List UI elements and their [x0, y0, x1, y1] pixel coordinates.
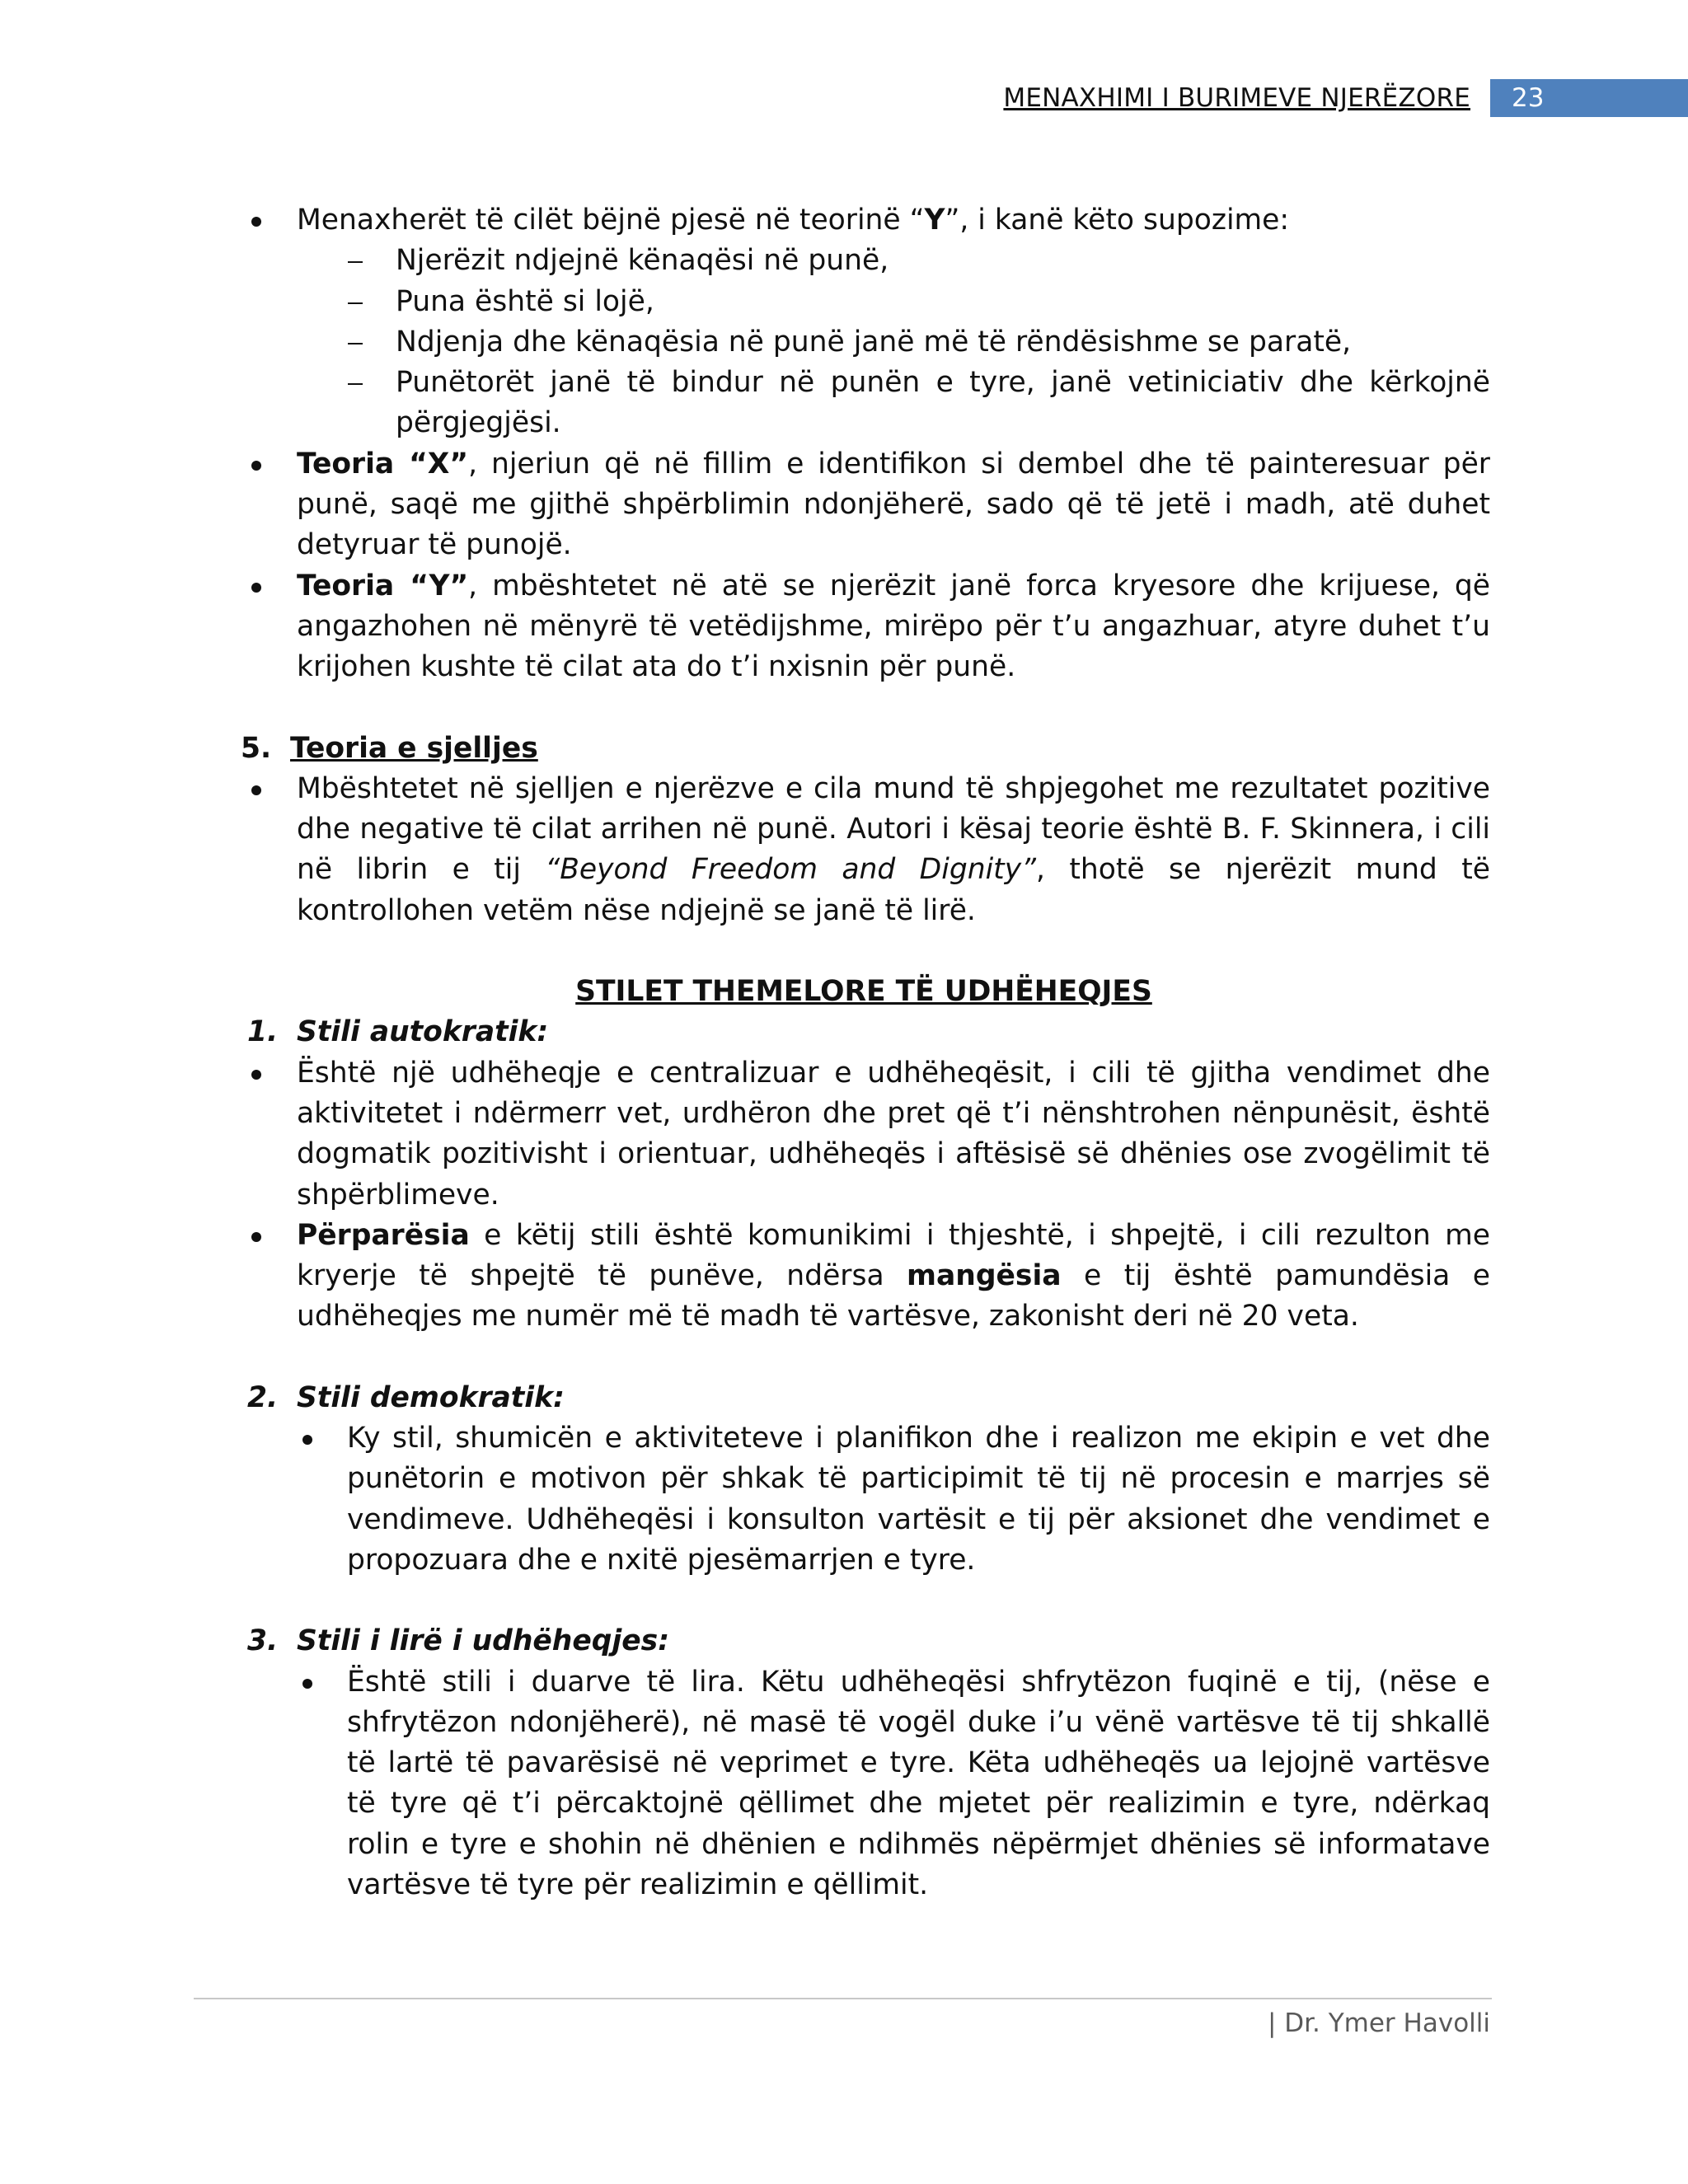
bullet-theory-x: Teoria “X”, njeriun që në fillim e identifikon si dembel dhe të painteresuar për punë, saqë me gjithë shpërblimin ndonjëherë, sado që të jetë i madh, atë duhet detyruar të punojë.	[237, 444, 1490, 566]
dash-item: Punëtorët janë të bindur në punën e tyre, janë vetiniciativ dhe kërkojnë përgjegjësi.	[237, 363, 1490, 444]
header-title: MENAXHIMI I BURIMEVE NJERËZORE	[1003, 83, 1470, 113]
footer-author: | Dr. Ymer Havolli	[1267, 2008, 1490, 2038]
bullet-free-style: Është stili i duarve të lira. Këtu udhëheqësi shfrytëzon fuqinë e tij, (nëse e shfrytëzon ndonjëherë), në masë të vogël duke i’u vënë vartësve të tij shkallë të lartë të pavarësisë në veprimet e tyre. Këta udhëheqës ua lejojnë vartësve të tyre që t’i përcaktojnë qëllimet dhe mjetet për realizimin e tyre, ndërkaq rolin e tyre e shohin në dhënien e ndihmës nëpërmjet dhënies së informatave vartësve të tyre për realizimin e qëllimit.	[237, 1662, 1490, 1906]
heading-free-style: 3. Stili i lirë i udhëheqjes:	[247, 1624, 670, 1658]
dash-item: Puna është si lojë,	[237, 282, 1490, 322]
section-heading-behavior-theory: 5. Teoria e sjelljes	[241, 731, 538, 765]
bullet-theory-y: Teoria “Y”, mbështetet në atë se njerëzit janë forca kryesore dhe krijuese, që angazhohen në mënyrë të vetëdijshme, mirëpo për t’u angazhuar, atyre duhet t’u krijohen kushte të cilat ata do t’i nxisnin për punë.	[237, 566, 1490, 688]
heading-autocratic-style: 1. Stili autokratik:	[247, 1015, 549, 1049]
page-number: 23	[1490, 79, 1688, 117]
dash-item: Njerëzit ndjejnë kënaqësi në punë,	[237, 241, 1490, 281]
center-heading: STILET THEMELORE TË UDHËHEQJES	[575, 975, 1152, 1009]
bullet-behavior-theory: Mbështetet në sjelljen e njerëzve e cila mund të shpjegohet me rezultatet pozitive dhe negative të cilat arrihen në punë. Autori i kësaj teorie është B. F. Skinnera, i cili në librin e tij “Beyond Freedom and Dignity”, thotë se njerëzit mund të kontrollohen vetëm nëse ndjejnë se janë të lirë.	[237, 769, 1490, 931]
dash-item: Ndjenja dhe kënaqësia në punë janë më të rëndësishme se paratë,	[237, 322, 1490, 363]
page-header	[1003, 79, 1688, 117]
bullet-autocratic-pros-cons: Përparësia e këtij stili është komunikimi i thjeshtë, i shpejtë, i cili rezulton me kryerje të shpejtë të punëve, ndërsa mangësia e tij është pamundësia e udhëheqjes me numër më të madh të vartësve, zakonisht deri në 20 veta.	[237, 1216, 1490, 1338]
footer-divider	[194, 1998, 1492, 1999]
bullet-theory-y-assumptions: Menaxherët të cilët bëjnë pjesë në teorinë “Y”, i kanë këto supozime:	[237, 200, 1490, 241]
document-body	[237, 200, 1490, 1905]
bullet-democratic: Ky stil, shumicën e aktiviteteve i planifikon dhe i realizon me ekipin e vet dhe punëtorin e motivon për shkak të participimit të tij në procesin e marrjes së vendimeve. Udhëheqësi i konsulton vartësit e tij për aksionet dhe vendimet e propozuara dhe e nxitë pjesëmarrjen e tyre.	[237, 1418, 1490, 1581]
bullet-autocratic-definition: Është një udhëheqje e centralizuar e udhëheqësit, i cili të gjitha vendimet dhe aktivitetet i ndërmerr vet, urdhëron dhe pret që t’i nënshtrohen nënpunësit, është dogmatik pozitivisht i orientuar, udhëheqës i aftësisë së dhënies ose zvogëlimit të shpërblimeve.	[237, 1053, 1490, 1216]
heading-democratic-style: 2. Stili demokratik:	[247, 1380, 565, 1414]
